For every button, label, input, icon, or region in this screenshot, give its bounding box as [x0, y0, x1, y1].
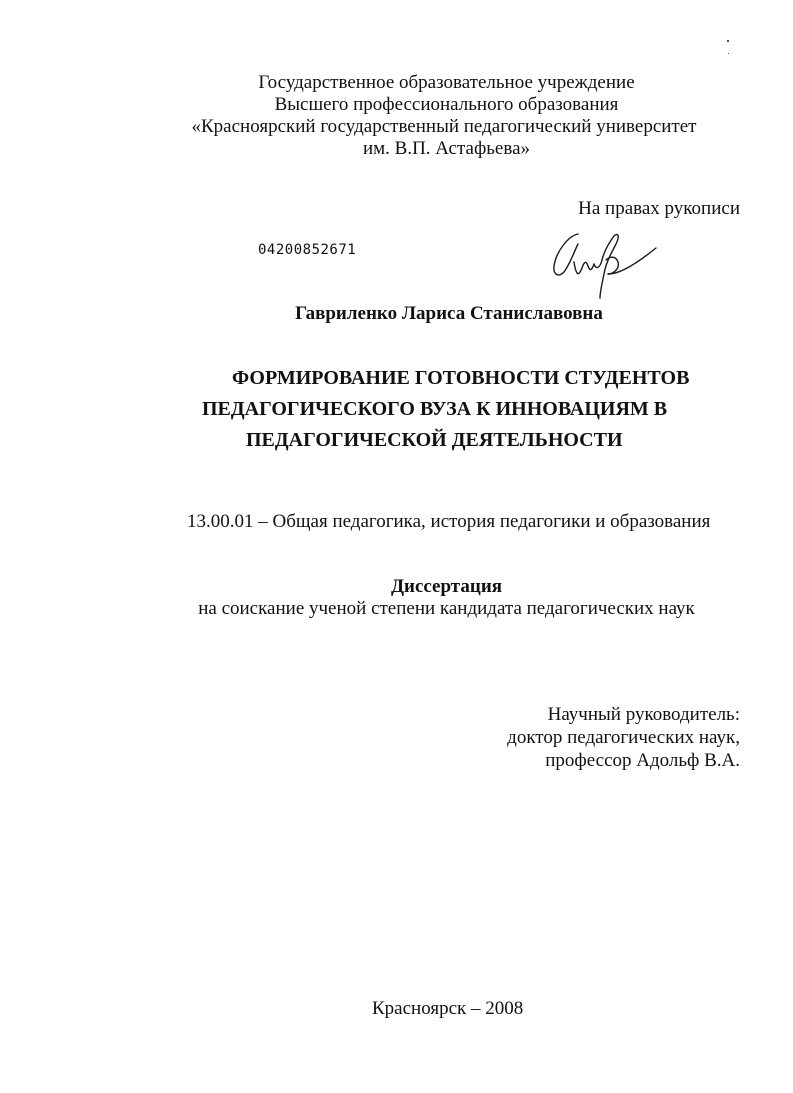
- title-line-2: ПЕДАГОГИЧЕСКОГО ВУЗА К ИННОВАЦИЯМ В: [202, 398, 668, 420]
- title-line-1: ФОРМИРОВАНИЕ ГОТОВНОСТИ СТУДЕНТОВ: [232, 367, 690, 389]
- scan-speck: [727, 40, 729, 42]
- author-name: [0, 303, 793, 325]
- dissertation-purpose: на соискание ученой степени кандидата педагогических наук: [198, 598, 695, 619]
- handwritten-signature: [548, 222, 668, 300]
- dissertation-heading: Диссертация: [390, 576, 503, 597]
- advisor-degree: доктор педагогических наук,: [507, 727, 740, 748]
- city-year: Красноярск – 2008: [372, 998, 524, 1019]
- title-line-3: ПЕДАГОГИЧЕСКОЙ ДЕЯТЕЛЬНОСТИ: [246, 429, 623, 451]
- institution-header: [0, 72, 793, 160]
- advisor-label: Научный руководитель:: [547, 704, 740, 725]
- specialty-code: 13.00.01 – Общая педагогика, история педагогики и образования: [187, 511, 711, 532]
- advisor-name: профессор Адольф В.А.: [545, 750, 740, 771]
- catalog-number: 04200852671: [258, 242, 357, 258]
- scientific-advisor: [507, 703, 740, 772]
- author-name-text: Гавриленко Лариса Станиславовна: [295, 303, 603, 324]
- manuscript-note: На правах рукописи: [578, 198, 740, 219]
- institution-line-4: им. В.П. Астафьева»: [362, 138, 531, 159]
- institution-line-2: Высшего профессионального образования: [274, 94, 619, 115]
- scan-speck: [728, 53, 729, 54]
- dissertation-block: [0, 576, 793, 620]
- institution-line-3: «Красноярский государственный педагогический университет: [191, 116, 697, 137]
- institution-line-1: Государственное образовательное учреждение: [258, 72, 635, 93]
